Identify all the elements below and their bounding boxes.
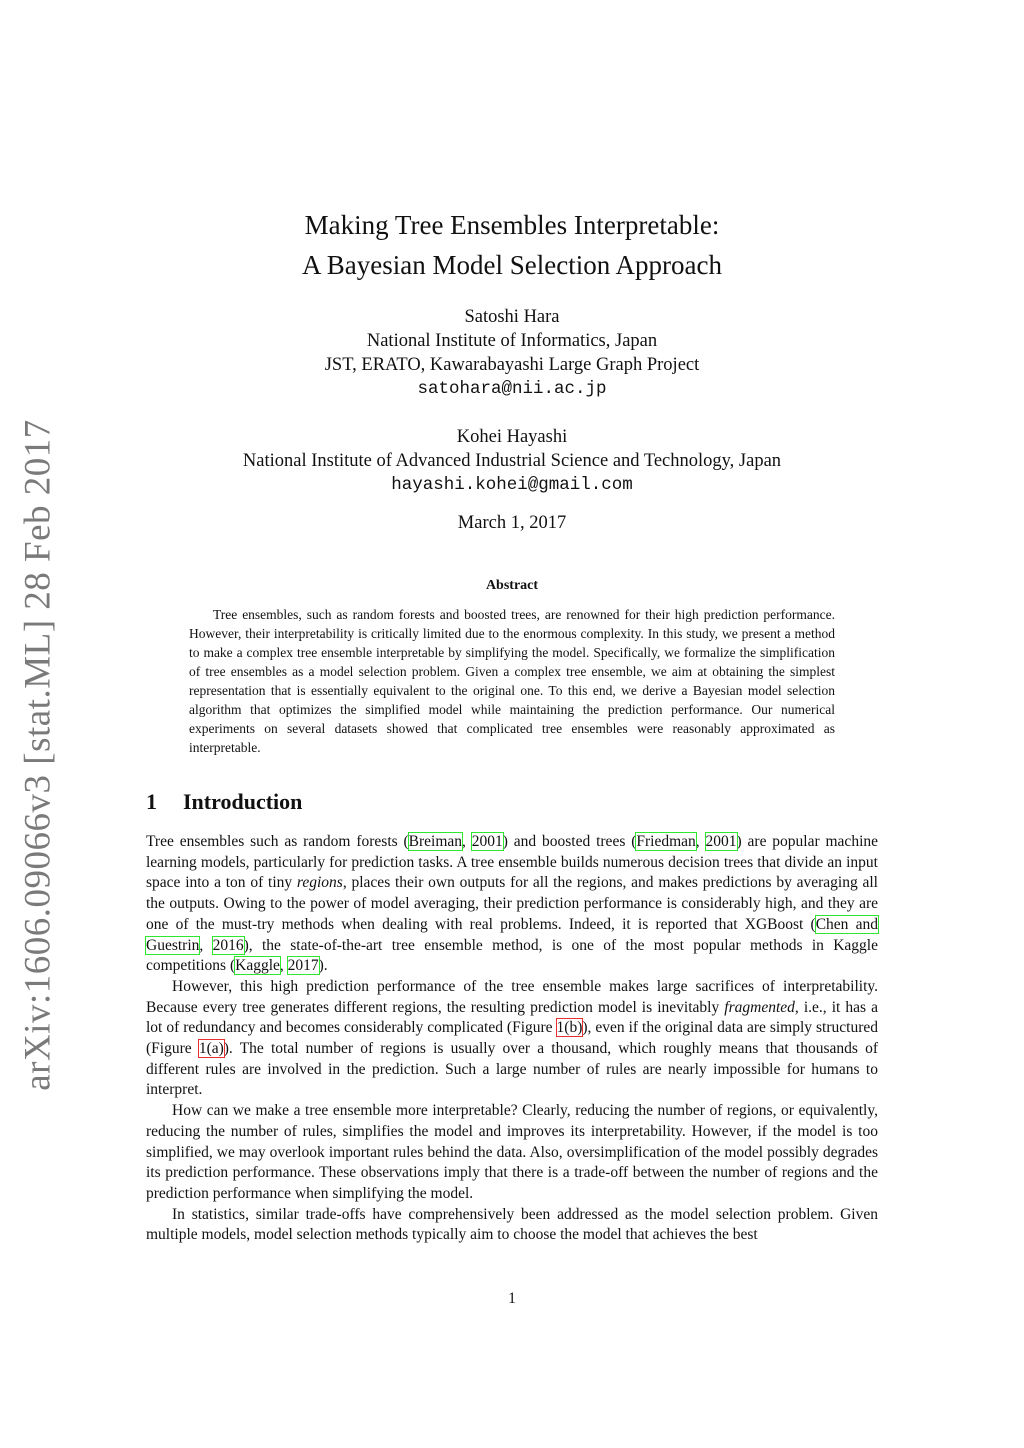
emphasis-regions: regions [296, 874, 343, 892]
title-line-1: Making Tree Ensembles Interpretable: [304, 210, 720, 240]
author-2-name: Kohei Hayashi [456, 427, 568, 447]
abstract-text: Tree ensembles, such as random forests and boosted trees, are renowned for their high prediction performance. However, their interpretability is critically limited due to the enormous complexity. In this study, we present a method to make a complex tree ensemble interpretable by simplifying the model. Specifically, we formalize the simplification of tree ensembles as a model selection problem. Given a complex tree ensemble, we aim at obtaining the simplest representation that is essentially equivalent to the original one. To this end, we derive a Bayesian model selection algorithm that optimizes the simplified model while maintaining the prediction performance. Our numerical experiments on several datasets showed that complicated tree ensembles were reasonably approximated as interpretable. [189, 607, 835, 755]
author-2-affiliation-1: National Institute of Advanced Industrial Science and Technology, Japan [242, 451, 782, 471]
author-1-block [0, 305, 1024, 401]
citation-kaggle-year[interactable]: 2017 [287, 957, 319, 975]
citation-chen-author[interactable]: Chen and Guestrin [146, 915, 878, 954]
paragraph-1 [146, 832, 878, 977]
text-span: , places their own outputs for all the regions, and makes predictions by averaging all the outputs. Owing to the power of model averaging, their prediction performance is considerably high, and they are one of the must-try methods when dealing with real problems. Indeed, it is reported that XGBoost ( [146, 874, 878, 933]
text-span: , [279, 957, 288, 975]
arxiv-identifier-text: arXiv:1606.09066v3 [stat.ML] 28 Feb 2017 [17, 419, 59, 1091]
paper-title [0, 205, 1024, 285]
author-1-affiliation-1: National Institute of Informatics, Japan [366, 331, 658, 351]
figure-ref-1b[interactable]: 1(b) [556, 1019, 583, 1037]
text-span: ), even if the original data are simply structured (Figure [146, 1019, 878, 1058]
text-span: However, this high prediction performance of the tree ensemble makes large sacrifices of interpretability. Because every tree generates different regions, the resulting prediction model is inevitably [146, 977, 878, 1016]
citation-chen-year[interactable]: 2016 [212, 936, 244, 954]
paragraph-2 [146, 977, 878, 1101]
citation-breiman-author[interactable]: Breiman [408, 833, 463, 850]
paragraph-3: How can we make a tree ensemble more interpretable? Clearly, reducing the number of regions, or equivalently, reducing the number of rules, simplifies the model and improves its interpretability. However, if the model is too simplified, we may overlook important rules behind the data. Also, oversimplification of the model possibly degrades its prediction performance. These observations imply that there is a trade-off between the number of regions and the prediction performance when simplifying the model. [146, 1102, 878, 1202]
text-span: ). The total number of regions is usually over a thousand, which roughly means that thousands of different rules are involved in the prediction. Such a large number of rules are nearly impossible for humans to interpret. [146, 1040, 878, 1099]
paragraph-4: In statistics, similar trade-offs have comprehensively been addressed as the model selection problem. Given multiple models, model selection methods typically aim to choose the model that achieves the best [146, 1205, 878, 1244]
abstract-heading: Abstract [485, 578, 539, 593]
author-1-name: Satoshi Hara [464, 307, 560, 327]
author-1-affiliation-2: JST, ERATO, Kawarabayashi Large Graph Project [324, 355, 700, 375]
text-span: ), the state-of-the-art tree ensemble method, is one of the most popular methods in Kaggle competitions ( [146, 936, 878, 975]
citation-breiman-year[interactable]: 2001 [471, 833, 503, 850]
text-span: , [695, 833, 706, 850]
text-span: , [199, 936, 213, 954]
citation-friedman-author[interactable]: Friedman [636, 833, 696, 850]
section-title: Introduction [183, 789, 303, 814]
author-2-email: hayashi.kohei@gmail.com [391, 475, 633, 495]
title-line-2: A Bayesian Model Selection Approach [302, 250, 722, 280]
figure-ref-1a[interactable]: 1(a) [198, 1040, 224, 1058]
arxiv-identifier [12, 419, 64, 1091]
text-span: , [462, 833, 472, 850]
text-span: ) are popular machine learning models, particularly for prediction tasks. A tree ensemble builds numerous decision trees that divide an input space into a ton of tiny [146, 833, 879, 892]
emphasis-fragmented: fragmented [724, 998, 795, 1016]
citation-friedman-year[interactable]: 2001 [705, 833, 737, 850]
section-body [146, 832, 878, 1246]
citation-kaggle-author[interactable]: Kaggle [235, 957, 280, 975]
author-2-block [0, 425, 1024, 497]
text-span: , i.e., it has a lot of redundancy and becomes considerably complicated (Figure [146, 998, 878, 1037]
author-1-email: satohara@nii.ac.jp [417, 379, 607, 399]
section-heading [146, 789, 302, 815]
page-number: 1 [508, 1290, 516, 1307]
text-span: Tree ensembles such as random forests ( [146, 833, 409, 850]
text-span: ). [318, 957, 328, 975]
section-number: 1 [146, 789, 157, 814]
text-span: ) and boosted trees ( [502, 833, 637, 850]
paper-date: March 1, 2017 [457, 513, 567, 533]
